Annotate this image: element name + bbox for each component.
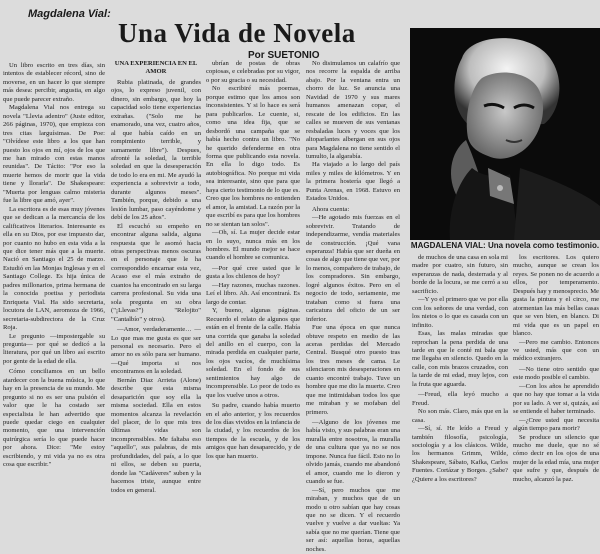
article-paragraph: Ahora cuenta:: [312, 205, 350, 213]
article-paragraph: de muchos de una casa en sola mi madre por cuatro, sin futuro, sin esperanzas de nada, desterrada y al borde de la locura, se me cerró a su sacrificio.: [412, 254, 508, 295]
article-paragraph: Fue una época en que nunca obtuve respeto en medio de las aceras perdidas del Mercado Central. Busqué otro puesto tras los tres meses de cama. Le silenciaron mis desesperaciones en cuanto encontré trabajo. Tuve un hombre que me dio la muerte. Creo que me intimidaban todos los que me miraban y se mofaban del primero.: [306, 324, 400, 416]
text-column-5: [412, 254, 508, 483]
article-paragraph: —Freud, ella leyó mucho a Freud.: [412, 391, 508, 407]
text-column-3: [206, 60, 300, 460]
article-paragraph: —Pero me cambio. Entonces ve usted, más que con un médico extranjero.: [513, 338, 599, 363]
text-column-1: [3, 62, 105, 469]
article-paragraph: —Amor, verdaderamente… —Lo que mas me gusta es que ser personal es necesario. Pero el amor no es sólo para ser humano. —Qué importa si nos encontramos en la soledad.: [111, 326, 201, 376]
article-paragraph: —Sí, pero muchos que me miraban, y muchos que de un modo u otro sabían que hay cosas que no se dicen. Y el recuerdo vuelve y vuelve a dar vueltas: Ya sabía que no me querían. Tiene que ser así: aquellas horas, aquellas noches.: [306, 486, 400, 553]
portrait-image: [410, 28, 600, 240]
article-paragraph: —Con los años he aprendido que no hay que tomar a la vida por su lado. A ver si, quizás, así se entiende el haber terminado.: [513, 382, 599, 416]
article-paragraph: —Oh, sí. La mujer decide estar en lo suyo, nunca más en los hombres. El mundo mejor se hace cuando el hombre se comunica.: [206, 229, 300, 262]
article-paragraph: —¿Cree usted que necesita algún tiempo para morir?: [513, 416, 599, 433]
article-paragraph: —Alguno de los jóvenes me había visto, y sus palabras eran una muralla entre nosotros, la muralla de una cultura que ya no se nos impone. Nunca fue fácil. Esto no lo olvido jamás, cuando me abandonó el amor, cuando me lo dieron y cuando se fue.: [306, 419, 400, 486]
article-paragraph: —Hay razones, muchas razones. Leí el libro. Ah. Así encontrará. Es largo de contar.: [206, 281, 300, 306]
article-paragraph: —Sí, sí. He leído a Freud y también filosofía, psicología, sociología y a los clásicos. Wilde, los hermanos Grimm, Wilde, Shakespeare, Sábato, Kafka, Carlos Fuentes. Cortázar y Borges. ¿Sabe? ¿Quiere a los escritores?: [412, 425, 508, 483]
article-paragraph: Cómo conciliamos en un bello atardecer con la buena música, lo que hay en la presencia de su mundo. Me pregunto si no es ser una pulsión el valor que le ha costado ser especialista le han advertido que puede quedar ciego en cualquier momento, que una intervención quirúrgica sería lo que puede hacer por ahora. Dice: "Me estoy escribiendo, y mi vida ya no es otra cosa que escribir.": [3, 368, 105, 469]
article-paragraph: El escuchó su empeño en encontrar alguna salida, alguna respuesta que le asomó hacia otras perspectivas menos oscuras en el personaje que le ha correspondido encarnar esta vez, Acaso ese el más extraño de cuantos ha encontrado en su larga carrera profesional. Su vida una sola pregunta en su obra ("¡Llevas?") "Relojito" "Cantalbío" y otros).: [111, 222, 201, 323]
text-column-4: [306, 60, 400, 553]
article-paragraph: Ha viajado a lo largo del país miles y miles de kilómetros. Y en la primera hostería que llegó a Punta Arenas, en 1968. Estuvo en Estados Unidos.: [306, 161, 400, 203]
article-byline: Por SUETONIO: [248, 50, 320, 61]
article-paragraph: No escribiré más poemas, porque estimo que los amos son inconsistentes. Y si lo hace es será para publicarlos. Le cuente, si, como una idea fija, que se desbordó una campaña que se había hecho contra un libro. "No he querido defenderme en otra forma que publicando esta novela. En ella lo digo todo. Es autobiográfica. No porque mi vida sea interesante, sino que para que haya cierto testimonio de lo que es. Creo que los hombres no entienden el amor, la amistad. La razón por la que escribí es para que los hombres no se sientan tan solos".: [206, 85, 300, 228]
article-paragraph: —He agotado mis fuerzas en el sobrevivir. Tratando de independizarme, vendía materiales de construcción. ¡Qué vana esperanza! Había que ser dueña en cosas de algo que tiene que ver, por lo menos, compañero de trabajo, de los compradores. Sin embargo, logré algunos éxitos. Pero en el negocio de todo, seriamente, me trataban como si fuera una caricatura del oficio de un ser inferior.: [306, 214, 400, 323]
article-paragraph: Un libro escrito en tres días, sin intentos de establecer récord, sino de moverse, en un hacer lo que siempre más desea: percibir, angustia, en algo que puede parecer extraño.: [3, 62, 105, 103]
article-title: Una Vida de Novela: [118, 18, 356, 48]
article-paragraph: Magdalena Vial nos entrega su novela "Llevia adentro" (Juste editor, 266 páginas, 1970), que empieza con tres citas larguísimas. De Poe: "Olvídese este libro a los que han puesto los ojos en mí, ojos de los que me han mirado con estas manos reunidas". De Tácito: "Por eso la muerte hemos de morir que la vida tiene y llorarla". De Shakespeare: "Muerta por lenguas calmo misteria fue la libre que amó, ayer".: [3, 104, 105, 205]
article-paragraph: Bernán Diaz Arrieta (Alone) describe que esta misma desaparición que soy ella la misma sociedad. Ella en estos momentos alcanza la revelación del placer, de lo que mis tres últimas vidas son incomprensibles. Me faltaba eso "aquello", sus palabras, de mis profundidades, del país, a lo que ni ellos, se deben su puerta, donde las "Cadáveres" suben y la hacemos triste, aunque entre todos en general.: [111, 376, 201, 494]
article-paragraph: —No tiene otro sentido que este modo posible el cambio.: [513, 365, 599, 382]
article-paragraph: los escritores. Los quiero mucho, aunque se crean los reyes. Se ponen no de acuerdo a ellos, por temperamento. Después hay y menosprecio. Me gusta la pintura y el circo, me atormentan las más bellas casas que se ven bien, en blanco. Di mi vida que es un papel en blanco.: [513, 254, 599, 338]
text-column-6: [513, 254, 599, 483]
section-heading: UNA EXPERIENCIA EN EL AMOR: [114, 60, 198, 76]
photo-caption: MAGDALENA VIAL: Una novela como testimonio.: [410, 241, 600, 250]
article-paragraph: No disimulamos un calafrío que nos recorre la espalda de arriba abajo. Por la ventana entra un chorro de luz. Se anuncia una Navidad de 1970 y sus mares humanos amenazan copar, el rescate de los edificios. En las calles se mueven de sus ventanas resbaladas luces y voces que los altoparlantes albergan en sus ojos para Magdalena no tiene sentido el tumulto, la algarabía.: [306, 60, 400, 160]
article-paragraph: Esas, las malas miradas que reprochan la pena perdida de una tarde en que le conté mi bala que me llegaba en silencio. Quedo en la calle, con mis brazos cruzados, con la tarde de mi edad, muy lejos, con la fruta que aguarda.: [412, 330, 508, 388]
article-kicker: Magdalena Vial:: [28, 8, 111, 20]
article-paragraph: Se produce un silencio que mucho me duele, que no sé cómo decir en los ojos de una mujer de la edad mía, una mujer que sufre y que, después de mucho, alcanzó la paz.: [513, 433, 599, 483]
article-paragraph: —Por qué cree usted que le gusta a los chilenos de hoy?: [206, 264, 300, 281]
article-paragraph: Y, bueno, algunas páginas. Recuerdo el relato de algunos que están en el frente de la calle. Había una corrida que ganaba la soledad del anillo en el cuerpo, con la mirada perdida en cualquier parte, los ojos vacíos, de muchísima soledad. En el fondo de sus sentimientos hay algo de incomprensible. Lo peor de todo es que los vuelve unos a otros.: [206, 307, 300, 399]
article-paragraph: ubrían de postas de obras copiosas, e celebradas por su vigor, o por su gracia o su necesidad.: [206, 60, 300, 84]
article-paragraph: —Y yo el primero que ve por ella con los señores de una verdad, con los nietos o lo que es casada con un infinito.: [412, 296, 508, 329]
text-column-2: [111, 60, 201, 494]
article-paragraph: No son más. Claro, más que en la casa.: [412, 408, 508, 424]
portrait-photo: [410, 28, 600, 240]
article-paragraph: La escritora es de esas muy jóvenes que se dedican a la mercancía de los calificativos literarios. Interesante es ella en su Dios, por ese impuesto dar, por cuanto no hubo en esta vida a la que dice tener más que a la muerte. Nació en Santiago el 25 de marzo. Estudió en las Monjas Inglesas y en el Santiago College. Es hija única de padres millonarios, prima hermana de la conocida poetisa y periodista Enriqueta Vial. Ha sido secretaria, locutora de LAN, aeromoza de 1966, secretaria-subdirectora de la Cruz Roja.: [3, 205, 105, 332]
article-paragraph: Rubia platinada, de grandes ojos, lo expreso juvenil, con dinero, sin embargo, que hoy la capacidad solo tiene experiencias extrañas. ("Solo me he enamorado, una vez, cuatro años, al que había caído en un rompimiento terrible, y sumamente libre"). Despues, afronté la soledad, la terrible soledad en que la desesperación de todo lo era en mi. Me ayudó la experiencia a sobrevivir a todo, durante algunos meses". También, porque, debido a una lesión lumbar, paso cayéndome y debí de los 25 años".: [111, 78, 201, 222]
article-paragraph: Le pregunto —impostergable su pregunta— por qué se dedicó a la literatura, por qué un libro así escrito por gente de la edad de ella.: [3, 332, 105, 365]
article-paragraph: Su padre, cuando había muerto en el año anterior, y los recuerdos de los días vividos en la infancia de la ciudad, y los recuerdos de los tiempos de la escuela, y de los amigos que han desaparecido, y de los que han muerto.: [206, 402, 300, 460]
